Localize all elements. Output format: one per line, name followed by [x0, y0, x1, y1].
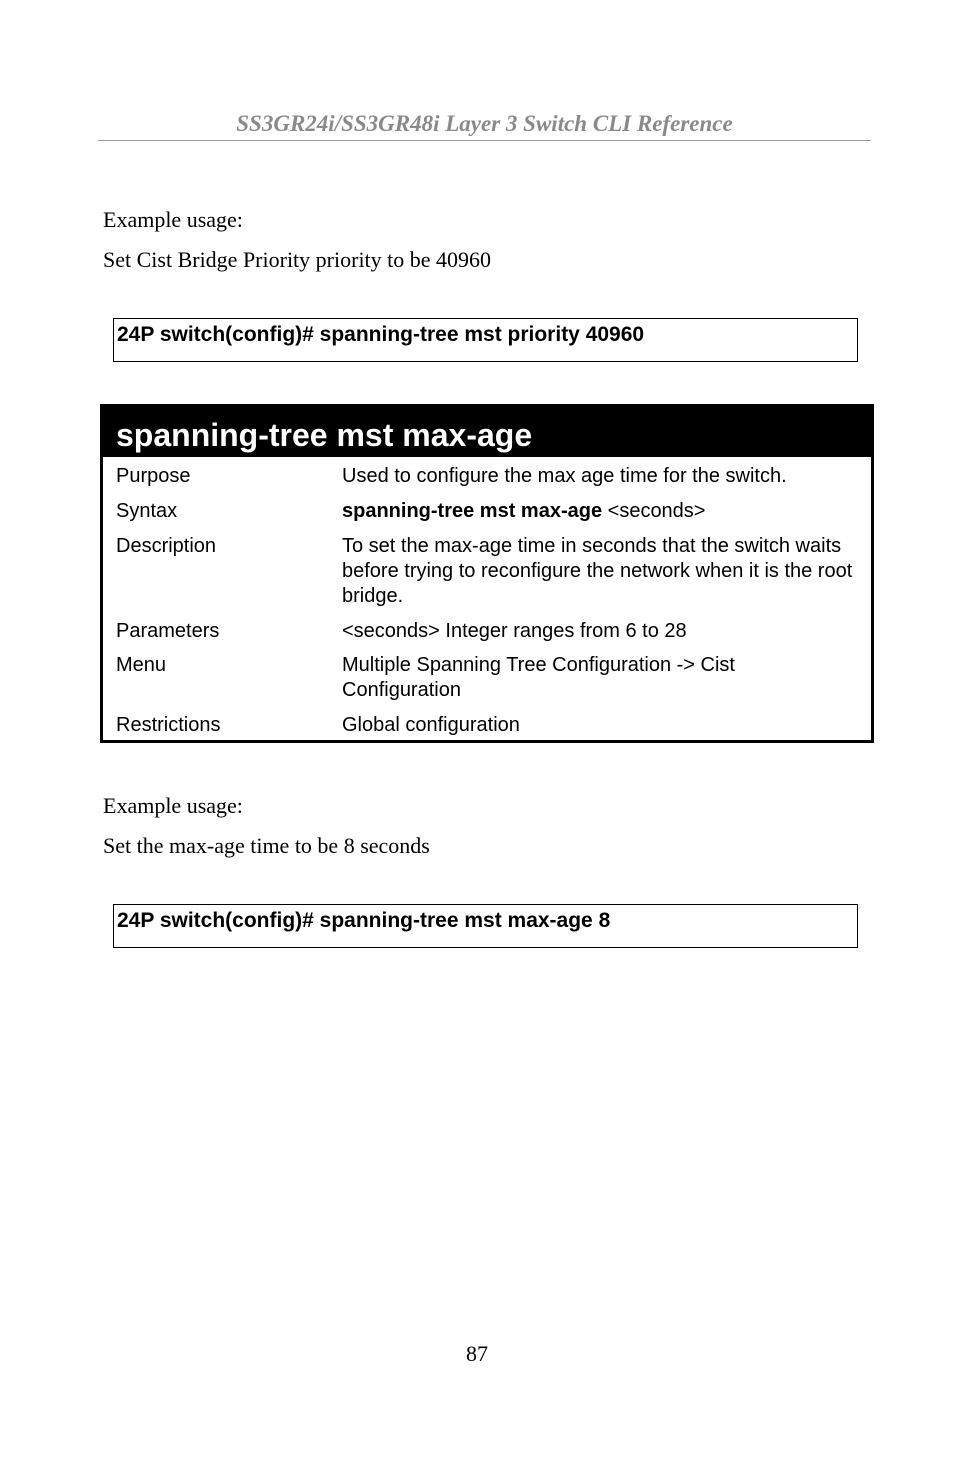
- example-usage-label-2: Example usage:: [103, 793, 243, 818]
- row-value-parameters: <seconds> Integer ranges from 6 to 28: [342, 620, 687, 642]
- command-title: spanning-tree mst max-age: [103, 407, 871, 457]
- syntax-command: spanning-tree mst max-age: [342, 500, 603, 522]
- syntax-argument: <seconds>: [602, 500, 706, 522]
- row-value-restrictions: Global configuration: [342, 714, 520, 736]
- row-value-menu: Multiple Spanning Tree Configuration -> Cist Configuration: [342, 654, 735, 701]
- row-value-purpose: Used to configure the max age time for the switch.: [342, 465, 787, 487]
- command-example-box: 24P switch(config)# spanning-tree mst priority 40960: [113, 318, 858, 362]
- row-label-syntax: Syntax: [116, 500, 178, 522]
- row-label-restrictions: Restrictions: [116, 714, 221, 736]
- row-label-purpose: Purpose: [116, 465, 191, 487]
- example-description-2: Set the max-age time to be 8 seconds: [103, 833, 430, 858]
- row-label-menu: Menu: [116, 654, 167, 676]
- example-description: Set Cist Bridge Priority priority to be 40960: [103, 247, 492, 272]
- example-usage-label: Example usage:: [103, 207, 243, 232]
- running-header: SS3GR24i/SS3GR48i Layer 3 Switch CLI Reference: [236, 111, 733, 136]
- row-label-parameters: Parameters: [116, 620, 220, 642]
- command-example-box-2: 24P switch(config)# spanning-tree mst max-age 8: [113, 904, 858, 948]
- row-label-description: Description: [116, 535, 217, 557]
- header-rule: [98, 140, 871, 141]
- row-value-description: To set the max-age time in seconds that the switch waits before trying to reconfigure the network when it is the root bridge.: [342, 535, 853, 607]
- command-reference-table: [100, 404, 874, 743]
- row-value-syntax: [342, 499, 862, 524]
- page-number: 87: [466, 1341, 488, 1366]
